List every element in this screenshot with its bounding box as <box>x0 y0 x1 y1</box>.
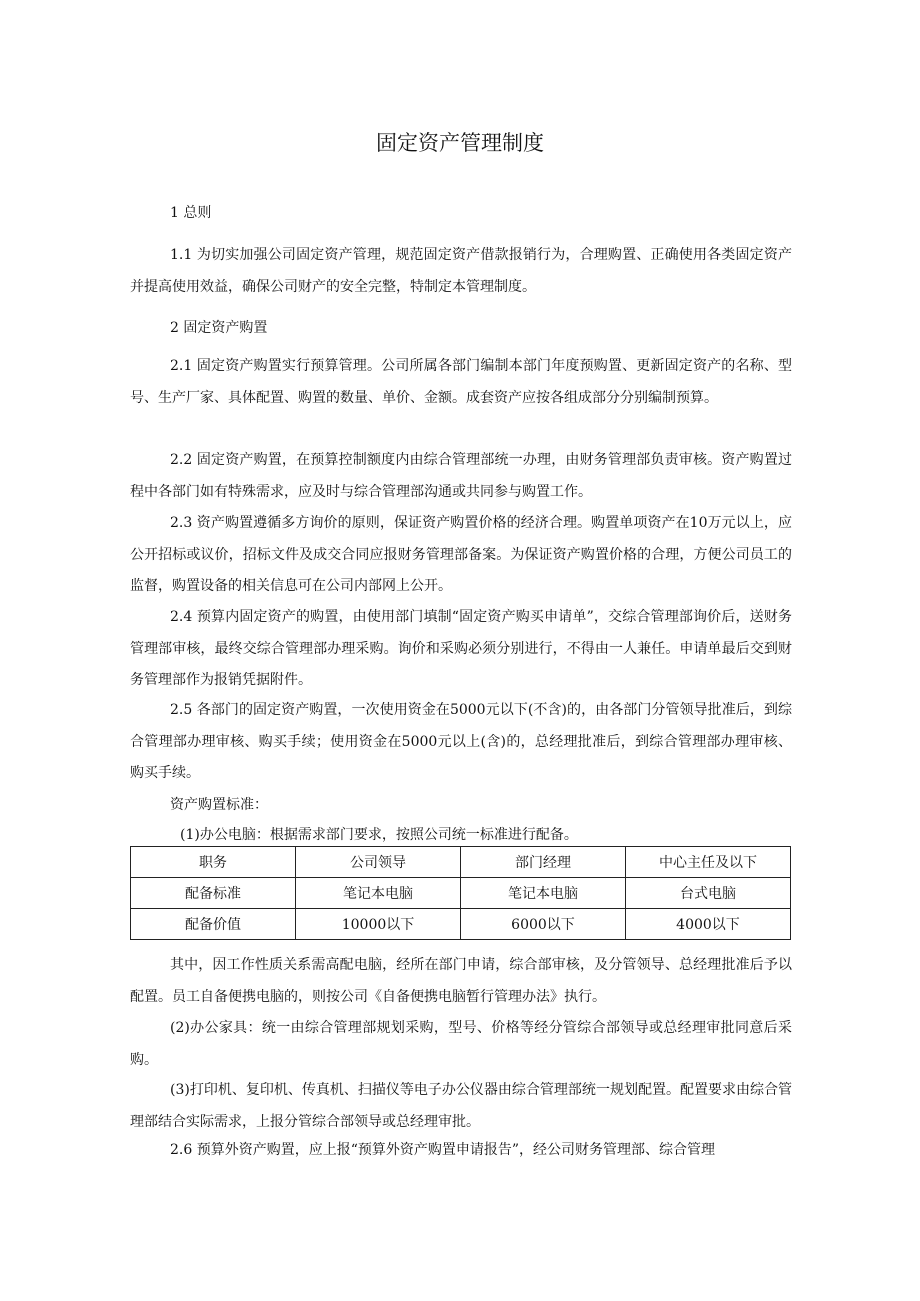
paragraph-note: 其中，因工作性质关系需高配电脑，经所在部门申请，综合部审核，及分管领导、总经理批准后予以配置。员工自备便携电脑的，则按公司《自备便携电脑暂行管理办法》执行。 <box>130 957 792 1005</box>
table-cell: 6000以下 <box>461 909 626 940</box>
table-header-row <box>131 847 791 878</box>
paragraph-item-3: (3)打印机、复印机、传真机、扫描仪等电子办公仪器由综合管理部统一规划配置。配置要求由综合管理部结合实际需求，上报分管综合部领导或总经理审批。 <box>130 1082 792 1130</box>
table-cell: 部门经理 <box>461 847 626 878</box>
table-cell: 4000以下 <box>626 909 791 940</box>
paragraph-2-6: 2.6 预算外资产购置，应上报“预算外资产购置申请报告”，经公司财务管理部、综合管理 <box>170 1142 716 1158</box>
item-1-label: (1)办公电脑：根据需求部门要求，按照公司统一标准进行配备。 <box>180 827 578 843</box>
section-heading-purchase: 2 固定资产购置 <box>170 320 268 336</box>
standard-label: 资产购置标准： <box>170 797 268 813</box>
paragraph-2-5: 2.5 各部门的固定资产购置，一次使用资金在5000元以下(不含)的，由各部门分管领导批准后，到综合管理部办理审核、购买手续；使用资金在5000元以上(含)的，总经理批准后，到综合管理部办理审核、购买手续。 <box>130 702 792 781</box>
table-cell: 笔记本电脑 <box>461 878 626 909</box>
table-cell: 10000以下 <box>296 909 461 940</box>
table-cell: 台式电脑 <box>626 878 791 909</box>
table-cell: 笔记本电脑 <box>296 878 461 909</box>
section-heading-general: 1 总则 <box>170 205 212 221</box>
table-cell: 中心主任及以下 <box>626 847 791 878</box>
equipment-standard-table <box>130 846 791 940</box>
table-row <box>131 909 791 940</box>
table-cell: 职务 <box>131 847 296 878</box>
paragraph-item-2: (2)办公家具：统一由综合管理部规划采购，型号、价格等经分管综合部领导或总经理审批同意后采购。 <box>130 1020 792 1068</box>
table-cell: 配备标准 <box>131 878 296 909</box>
table-cell: 配备价值 <box>131 909 296 940</box>
paragraph-1-1: 1.1 为切实加强公司固定资产管理，规范固定资产借款报销行为，合理购置、正确使用各类固定资产并提高使用效益，确保公司财产的安全完整，特制定本管理制度。 <box>130 247 792 295</box>
paragraph-2-2: 2.2 固定资产购置，在预算控制额度内由综合管理部统一办理，由财务管理部负责审核。资产购置过程中各部门如有特殊需求，应及时与综合管理部沟通或共同参与购置工作。 <box>130 452 792 500</box>
table-row <box>131 878 791 909</box>
table-cell: 公司领导 <box>296 847 461 878</box>
document-title: 固定资产管理制度 <box>376 131 544 155</box>
paragraph-2-3: 2.3 资产购置遵循多方询价的原则，保证资产购置价格的经济合理。购置单项资产在10万元以上，应公开招标或议价，招标文件及成交合同应报财务管理部备案。为保证资产购置价格的合理，方便公司员工的监督，购置设备的相关信息可在公司内部网上公开。 <box>130 515 792 594</box>
paragraph-2-1: 2.1 固定资产购置实行预算管理。公司所属各部门编制本部门年度预购置、更新固定资产的名称、型号、生产厂家、具体配置、购置的数量、单价、金额。成套资产应按各组成部分分别编制预算。 <box>130 358 792 406</box>
paragraph-2-4: 2.4 预算内固定资产的购置，由使用部门填制“固定资产购买申请单”，交综合管理部询价后，送财务管理部审核，最终交综合管理部办理采购。询价和采购必须分别进行，不得由一人兼任。申请单最后交到财务管理部作为报销凭据附件。 <box>130 609 792 688</box>
